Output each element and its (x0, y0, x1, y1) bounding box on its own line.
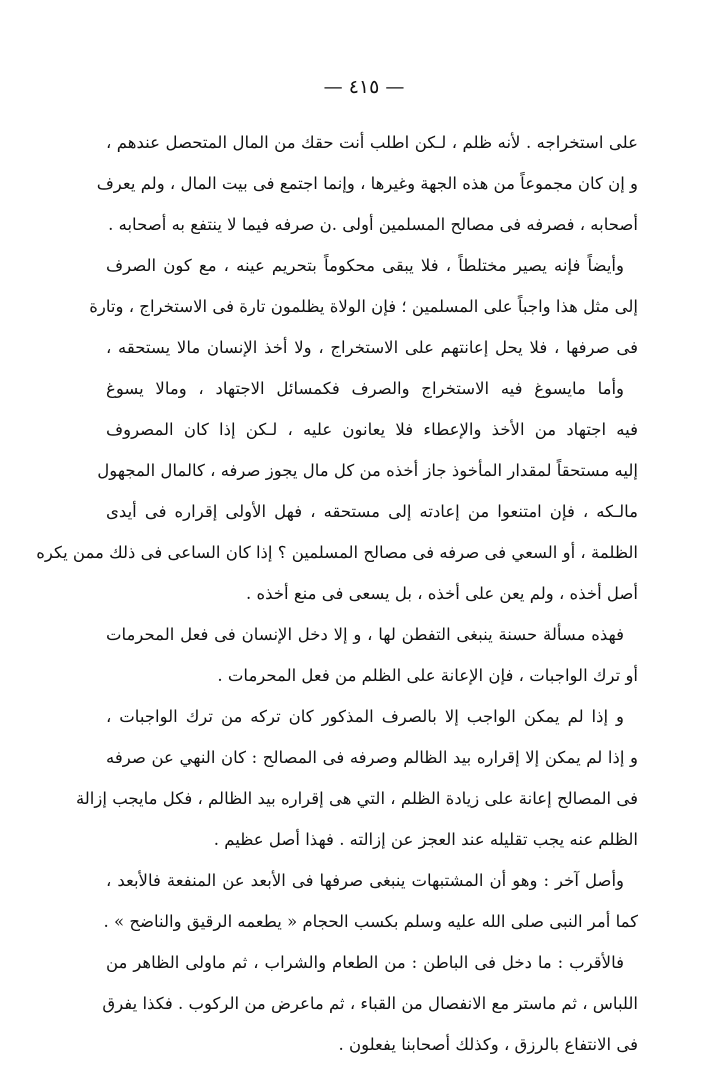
text-line: الظلمة ، أو السعي فى صرفه فى مصالح المسلمين ؟ إذا كان الساعى فى ذلك ممن يكره (36, 543, 638, 562)
text-line: فى صرفها ، فلا يحل إعانتهم على الاستخراج ، ولا أخذ الإنسان مالا يستحقه ، (106, 338, 638, 357)
text-line: على استخراجه . لأنه ظلم ، لـكن اطلب أنت حقك من المال المتحصل عندهم ، (106, 133, 638, 152)
text-line: أصحابه ، فصرفه فى مصالح المسلمين أولى .ن صرفه فيما لا ينتفع به أصحابه . (108, 215, 638, 234)
text-line: فالأقرب : ما دخل فى الباطن : من الطعام والشراب ، ثم ماولى الظاهر من (106, 953, 624, 972)
text-block (36, 122, 638, 1065)
text-line: فهذه مسألة حسنة ينبغى التفطن لها ، و إلا دخل الإنسان فى فعل المحرمات (106, 625, 624, 644)
text-line: أصل أخذه ، ولم يعن على أخذه ، بل يسعى فى منع أخذه . (246, 584, 638, 603)
text-line: فى الانتفاع بالرزق ، وكذلك أصحابنا يفعلون . (338, 1035, 638, 1054)
text-line: و إذا لم يمكن إلا إقراره بيد الظالم وصرفه فى المصالح : كان النهي عن صرفه (106, 748, 638, 767)
text-line: مالـكه ، فإن امتنعوا من إعادته إلى مستحقه ، فهل الأولى إقراره فى أيدى (106, 502, 638, 521)
text-line: إلى مثل هذا واجباً على المسلمين ؛ فإن الولاة يظلمون تارة فى الاستخراج ، وتارة (89, 297, 638, 316)
text-line: وأيضاً فإنه يصير مختلطاً ، فلا يبقى محكوماً بتحريم عينه ، مع كون الصرف (106, 256, 624, 275)
text-line: وأما مايسوغ فيه الاستخراج والصرف فكمسائل الاجتهاد ، ومالا يسوغ (106, 379, 624, 398)
text-line: الظلم عنه يجب تقليله عند العجز عن إزالته . فهذا أصل عظيم . (213, 830, 638, 849)
text-line: و إذا لم يمكن الواجب إلا بالصرف المذكور كان تركه من ترك الواجبات ، (106, 707, 624, 726)
text-line: فى المصالح إعانة على زيادة الظلم ، التي هى إقراره بيد الظالم ، فكل مايجب إزالة (75, 789, 638, 808)
text-line: وأصل آخر : وهو أن المشتبهات ينبغى صرفها فى الأبعد عن المنفعة فالأبعد ، (106, 871, 624, 890)
text-line: إليه مستحقاً لمقدار المأخوذ جاز أخذه من كل مال يجوز صرفه ، كالمال المجهول (97, 461, 638, 480)
text-line: أو ترك الواجبات ، فإن الإعانة على الظلم من فعل المحرمات . (217, 666, 638, 685)
page-number: — ٤١٥ — (323, 76, 405, 98)
text-line: اللباس ، ثم ماستر مع الانفصال من القباء ، ثم ماعرض من الركوب . فكذا يفرق (102, 994, 638, 1013)
text-line: فيه اجتهاد من الأخذ والإعطاء فلا يعانون عليه ، لـكن إذا كان المصروف (106, 420, 638, 439)
text-line: و إن كان مجموعاً من هذه الجهة وغيرها ، وإنما اجتمع فى بيت المال ، ولم يعرف (96, 174, 638, 193)
text-line: كما أمر النبى صلى الله عليه وسلم بكسب الحجام « يطعمه الرقيق والناضح » . (103, 912, 638, 931)
